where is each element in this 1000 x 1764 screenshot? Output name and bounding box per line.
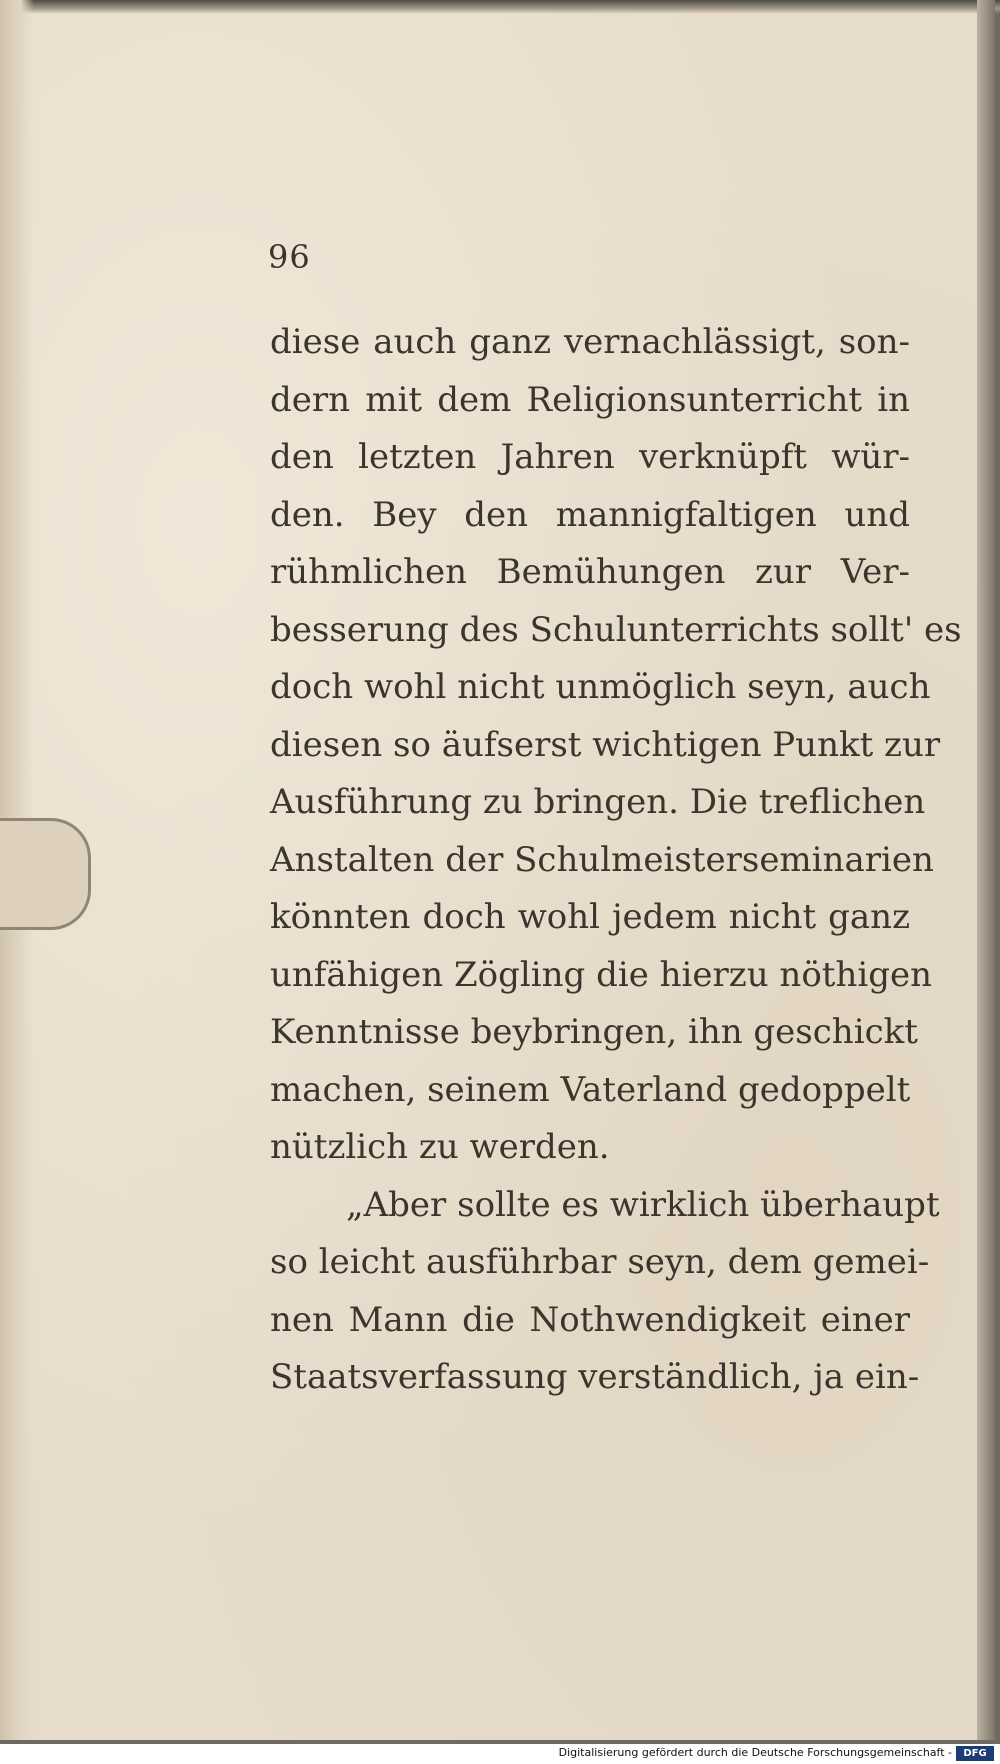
text-line: besserung des Schulunterrichts sollt' es [270,609,962,650]
page-number: 96 [268,238,311,276]
text-line: Staatsverfassung verständlich, ja ein- [270,1357,920,1397]
text-line: nützlich zu werden. [270,1127,610,1167]
page-top-edge [0,0,1000,14]
text-line: machen, seinem Vaterland gedoppelt [270,1069,911,1110]
text-line: diese auch ganz vernachlässigt, son- [270,322,910,362]
text-line: doch wohl nicht unmöglich seyn, auch [270,667,931,707]
digitization-footer [0,1744,1000,1764]
funding-credit: Digitalisierung gefördert durch die Deutsche Forschungsgemeinschaft - [558,1746,952,1759]
text-line: rühmlichen Bemühungen zur Ver- [270,552,910,592]
body-text [270,314,962,1407]
text-line: unfähigen Zögling die hierzu nöthigen [270,954,933,995]
text-line: den. Bey den mannigfaltigen und [270,494,910,535]
bookmark-tab [0,818,91,930]
text-line: den letzten Jahren verknüpft wür- [270,437,910,477]
text-line: diesen so äufserst wichtigen Punkt zur [270,724,941,765]
page-right-edge [977,0,995,1740]
text-line: Anstalten der Schulmeisterseminarien [270,839,934,880]
dfg-logo: DFG [956,1746,994,1761]
text-line: Kenntnisse beybringen, ihn geschickt [270,1012,918,1052]
text-line: könnten doch wohl jedem nicht ganz [270,897,910,937]
text-line: so leicht ausführbar seyn, dem gemei- [270,1242,930,1282]
text-line: Ausführung zu bringen. Die treflichen [270,782,926,822]
text-line: dern mit dem Religionsunterricht in [270,379,910,420]
text-line: nen Mann die Nothwendigkeit einer [270,1299,910,1340]
text-line: „Aber sollte es wirklich überhaupt [346,1184,940,1225]
